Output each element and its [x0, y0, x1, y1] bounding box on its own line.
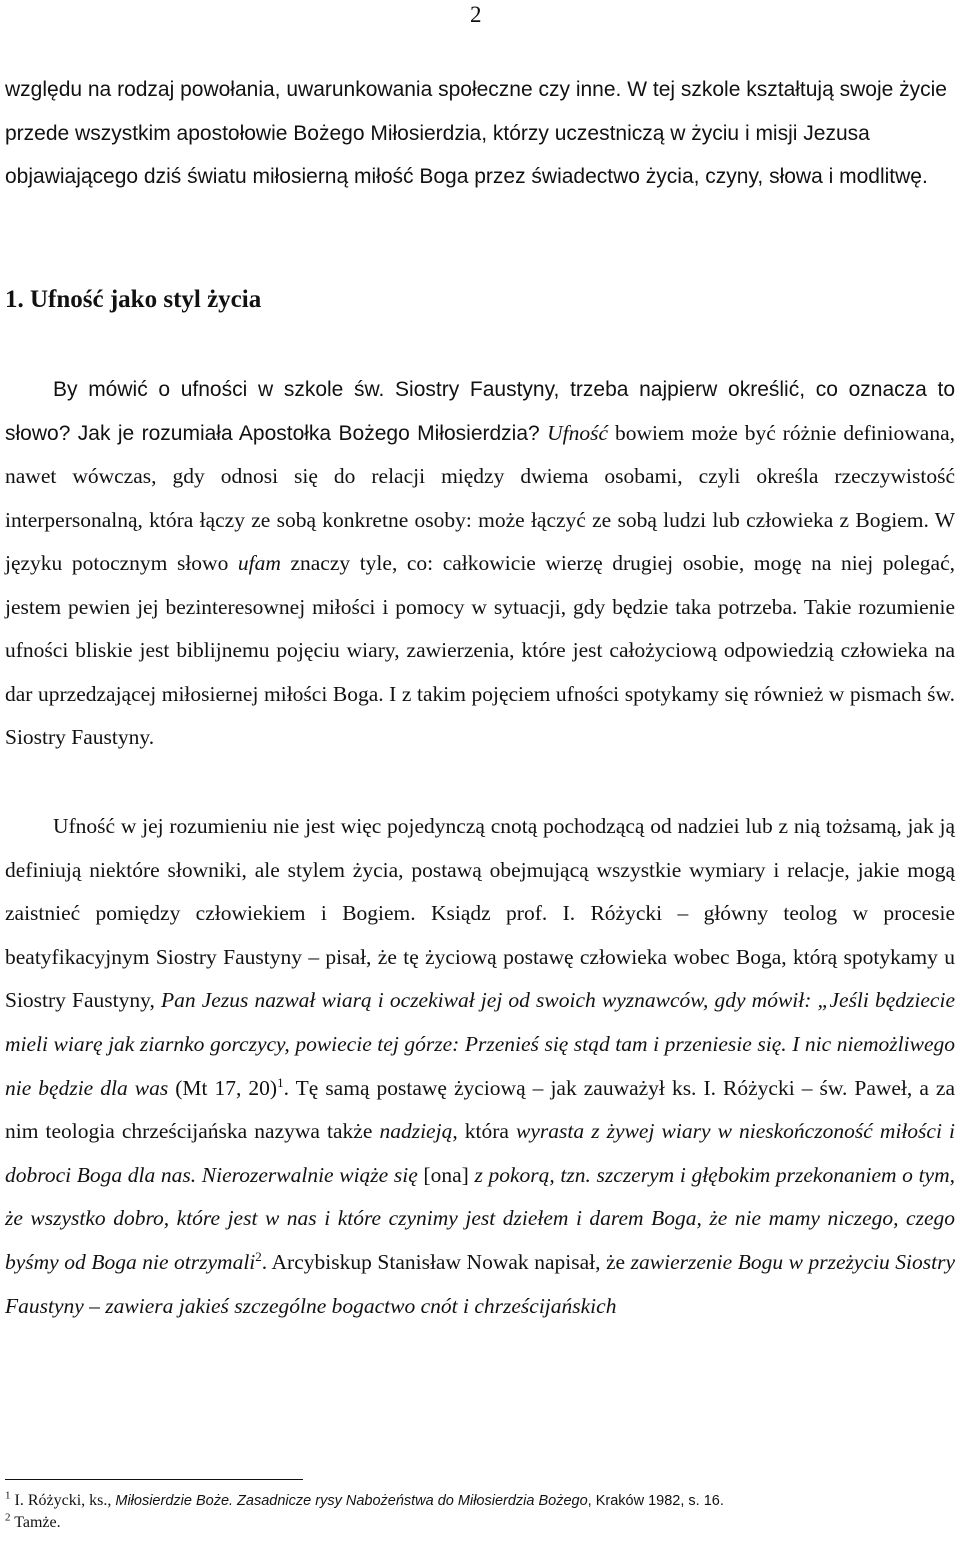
- paragraph-ufnosc-definition: [5, 368, 955, 760]
- section-heading: 1. Ufność jako styl życia: [5, 286, 262, 313]
- footnotes: [5, 1490, 955, 1534]
- text-run: (Mt 17, 20): [168, 1075, 278, 1100]
- text-run: bowiem może być różnie definiowana, nawet wówczas, gdy odnosi się do relacji między dwiema osobami, czyli określa rzeczywistość interpersonalną, która łączy ze sobą konkretne osoby: może łączyć ze sobą ludzi lub człowieka z Bogiem. W języku potocznym słowo: [5, 420, 955, 575]
- text-run: . Arcybiskup Stanisław Nowak napisał, że: [261, 1249, 631, 1274]
- footnote-2: [5, 1512, 955, 1534]
- text-run: By mówić o ufności w szkole św. Siostry Faustyny, trzeba najpierw określić, co oznacza to słowo? Jak je rozumiała Apostołka Bożego Miłosierdzia?: [5, 378, 955, 445]
- italic-quote: z pokorą, tzn. szczerym i głębokim przekonaniem o tym, że wszystko dobro, które jest w nas i które czynimy jest dziełem i darem Boga, że nie mamy niczego, czego byśmy od Boga nie otrzymali: [5, 1162, 955, 1274]
- paragraph-ufnosc-style: [5, 805, 955, 1328]
- footnote-ref[interactable]: 2: [255, 1248, 262, 1264]
- footnote-1: [5, 1490, 955, 1512]
- footnote-mark: 2: [5, 1511, 11, 1524]
- footnote-ref[interactable]: 1: [277, 1074, 284, 1090]
- italic-quote: zawierzenie Bogu w przeżyciu Siostry Faustyny – zawiera jakieś szczególne bogactwo cnót i chrześcijańskich: [5, 1249, 956, 1318]
- serif-run: [5, 421, 955, 750]
- italic-term: ufam: [237, 551, 281, 575]
- paragraph-text: [5, 368, 955, 760]
- text-run: Ufność w jej rozumieniu nie jest więc pojedynczą cnotą pochodzącą od nadziei lub z nią tożsamą, jak ją definiują niektóre słowniki, ale stylem życia, postawą obejmującą wszystkie wymiary i relacje, jakie mogą zaistnieć pomiędzy człowiekiem i Bogiem. Ksiądz prof. I. Różycki – główny teolog w procesie beatyfikacyjnym Siostry Faustyny – pisał, że tę życiową postawę człowieka wobec Boga, którą spotykamy u Siostry Faustyny,: [5, 814, 955, 1013]
- italic-quote: Pan Jezus nazwał wiarą i oczekiwał jej od swoich wyznawców, gdy mówił: „Jeśli będziecie mieli wiarę jak ziarnko gorczycy, powiecie tej górze: Przenieś się stąd tam i przeniesie się. I nic niemożliwego nie będzie dla was: [5, 988, 955, 1100]
- page-number: 2: [470, 2, 482, 27]
- text-run: , która: [452, 1119, 517, 1144]
- intro-paragraph: [5, 68, 955, 199]
- text-run: [ona]: [417, 1162, 475, 1187]
- italic-term: nadzieją: [379, 1119, 453, 1144]
- footnote-mark: 1: [5, 1489, 11, 1502]
- intro-text: względu na rodzaj powołania, uwarunkowania społeczne czy inne. W tej szkole kształtują swoje życie przede wszystkim apostołowie Bożego Miłosierdzia, którzy uczestniczą w życiu i misji Jezusa objawiającego dziś światu miłosierną miłość Boga przez świadectwo życia, czyny, słowa i modlitwę.: [5, 78, 947, 188]
- text-run: znaczy tyle, co: całkowicie wierzę drugiej osobie, mogę na niej polegać, jestem pewien jej bezinteresownej miłości i pomocy w sytuacji, gdy będzie taka potrzeba. Takie rozumienie ufności bliskie jest biblijnemu pojęciu wiary, zawierzenia, które jest całożyciową odpowiedzią człowieka na dar uprzedzającej miłosiernej miłości Boga. I z takim pojęciem ufności spotykamy się również w pismach św. Siostry Faustyny.: [5, 551, 955, 749]
- text-run: . Tę samą postawę życiową – jak zauważył ks. I. Różycki – św. Paweł, a za nim teologia chrześcijańska nazywa także: [5, 1075, 955, 1144]
- footnote-author: I. Różycki, ks.,: [10, 1492, 116, 1509]
- footnote-text: Tamże.: [10, 1514, 61, 1531]
- footnote-title: Miłosierdzie Boże. Zasadnicze rysy Nabożeństwa do Miłosierdzia Bożego: [115, 1493, 588, 1509]
- paragraph-text: [5, 805, 955, 1328]
- footnote-rest: , Kraków 1982, s. 16.: [587, 1493, 724, 1509]
- footnote-separator: [5, 1479, 303, 1480]
- italic-term: Ufność: [547, 420, 609, 445]
- italic-quote: wyrasta z żywej wiary w nieskończoność miłości i dobroci Boga dla nas. Nierozerwalnie wiąże się: [5, 1119, 955, 1187]
